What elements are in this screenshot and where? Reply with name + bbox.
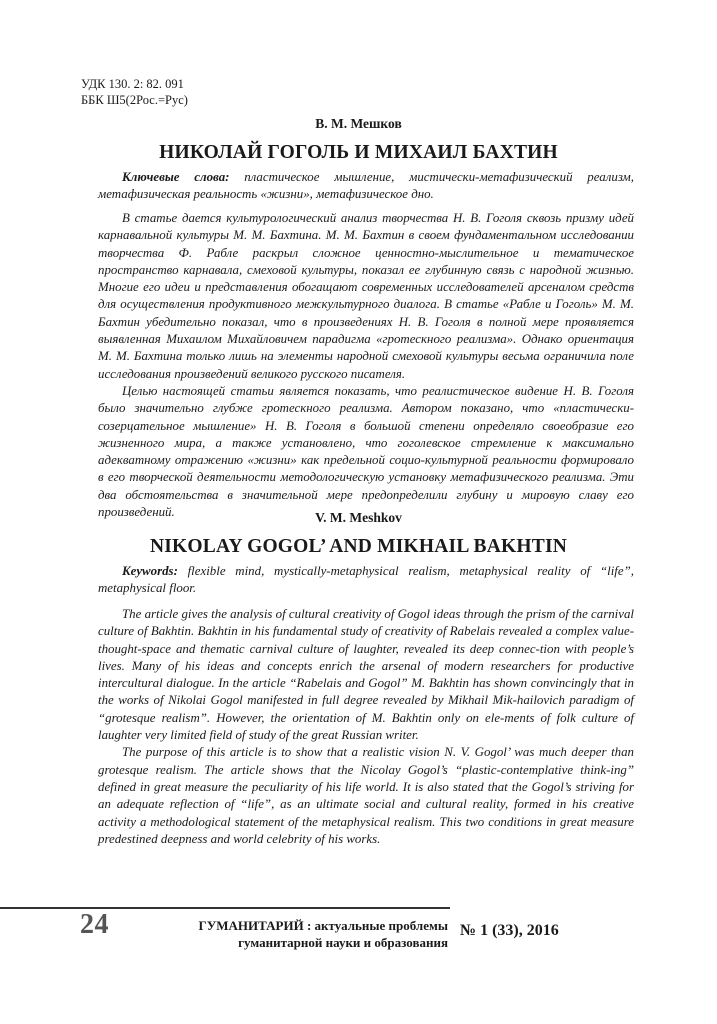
keywords-label-ru: Ключевые слова: xyxy=(122,170,230,184)
keywords-text-en: flexible mind, mystically-metaphysical realism, metaphysical reality of “life”, metaphysical floor. xyxy=(98,564,634,596)
keywords-ru xyxy=(98,169,634,204)
abstract-ru-paragraph-1: В статье дается культурологический анализ творчества Н. В. Гоголя сквозь призму идей карнавальной культуры М. М. Бахтина. М. М. Бахтин в своем фундаментальном исследовании творчества Ф. Рабле раскрыл сложное ценностно-мыслительное и тематическое пространство карнавала, смеховой культуры, показал ее глубинную связь с народной жизнью. Многие его идеи и представления обогащают современных исследователей арсеналом средств для осуществления продуктивного межкультурного диалога. В статье «Рабле и Гоголь» М. М. Бахтин убедительно показал, что в произведениях Н. В. Гоголя в полной мере проявляется выявленная Михаилом Михайловичем парадигма «гротескного реализма». Однако ориентация М. М. Бахтина только лишь на элементы народной смеховой культуры весьма ограничила поле исследования произведений великого русского писателя. xyxy=(98,211,634,381)
abstract-ru-paragraph-2: Целью настоящей статьи является показать, что реалистическое видение Н. В. Гоголя было значительно глубже гротескного реализма. Автором показано, что «пластически-созерцательное мышление» Н. В. Гоголя в большой степени определяло своеобразие его жизненного мира, а также установлено, что гоголевское стремление к максимально адекватному отражению «жизни» как предельной социо-культурной реальности формировало в его творческой деятельности методологическую установку метафизического реализма. Эти два обстоятельства в значительной мере предопределили глубину и мировую славу его произведений. xyxy=(98,383,634,520)
author-ru: В. М. Мешков xyxy=(315,116,402,131)
journal-name xyxy=(150,917,448,951)
title-en: NIKOLAY GOGOL’ AND MIKHAIL BAKHTIN xyxy=(149,536,568,557)
page-number: 24 xyxy=(80,909,109,940)
bbk-code: ББК Ш5(2Рос.=Рус) xyxy=(81,93,188,107)
udk-code: УДК 130. 2: 82. 091 xyxy=(81,77,184,91)
title-ru: НИКОЛАЙ ГОГОЛЬ И МИХАИЛ БАХТИН xyxy=(159,142,558,163)
author-en: V. M. Meshkov xyxy=(315,510,402,525)
abstract-ru xyxy=(98,210,634,521)
abstract-en xyxy=(98,606,634,848)
journal-name-line-1: ГУМАНИТАРИЙ : актуальные проблемы xyxy=(198,918,448,933)
classification-codes xyxy=(81,76,188,108)
keywords-text-ru: пластическое мышление, мистически-метафизический реализм, метафизическая реальность «жизни», метафизическое дно. xyxy=(98,170,634,202)
abstract-en-paragraph-1: The article gives the analysis of cultural creativity of Gogol ideas through the prism of the carnival culture of Bakhtin. Bakhtin in his fundamental study of creativity of Rabelais revealed a complex value-thought-space and thematic carnival culture of laughter, revealed its deep connec-tion with people’s lives. Many of his ideas and concepts enrich the arsenal of modern researchers for productive intercultural dialogue. In the article “Rabelais and Gogol” M. Bakhtin has shown convincingly that in the works of Nikolai Gogol manifested in full degree revealed by Mikhail Mik-hailovich paradigm of “grotesque realism”. However, the orientation of M. Bakhtin only on ele-ments of folk culture of laughter very limited field of study of the great Russian writer. xyxy=(98,607,634,743)
abstract-en-paragraph-2: The purpose of this article is to show that a realistic vision N. V. Gogol’ was much deeper than grotesque realism. The article shows that the Nicolay Gogol’s “plastic-contemplative think-ing” defined in great measure the peculiarity of his life world. It is also stated that the Gogol’s striving for an adequate reflection of “life”, as an ultimate social and cultural reality, formed in his creative activity a methodological statement of the metaphysical realism. This two conditions in great measure predestined deepness and world celebrity of his works. xyxy=(98,745,634,846)
keywords-label-en: Keywords: xyxy=(122,564,178,578)
footer-divider xyxy=(0,907,450,909)
journal-name-line-2: гуманитарной науки и образования xyxy=(238,935,448,950)
keywords-en xyxy=(98,563,634,598)
issue-number: № 1 (33), 2016 xyxy=(460,922,559,939)
